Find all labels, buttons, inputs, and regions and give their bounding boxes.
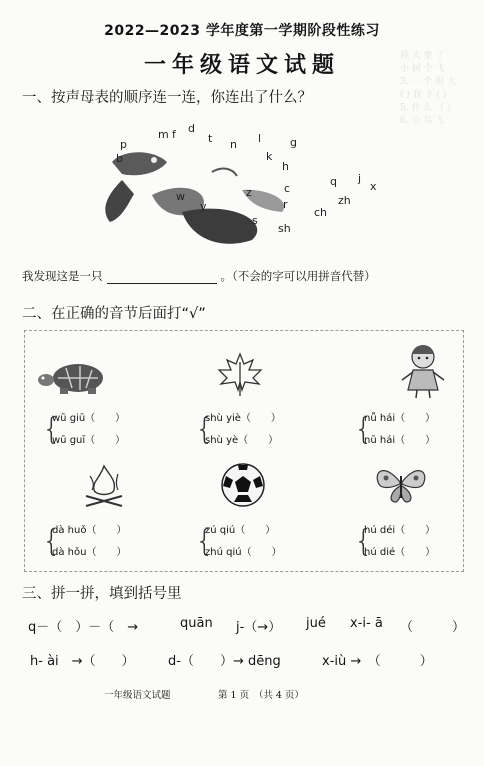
ghost-line: 5. 什 么 （ ） (400, 103, 457, 113)
pinyin-option[interactable]: zhú qiú（ ） (205, 547, 282, 558)
letter: r (283, 198, 288, 211)
ghost-line: 我 大 象 了 (400, 51, 445, 61)
pinyin-option[interactable]: wū giū（ ） (52, 413, 126, 424)
letter: sh (278, 222, 291, 235)
letter: p (120, 138, 127, 151)
ghost-line: 3. 一 个 很 大 (400, 77, 457, 87)
letter: zh (338, 194, 351, 207)
option-pair-ball (195, 520, 282, 564)
q3-item: quān (180, 616, 213, 631)
q3-heading: 三、拼一拼，填到括号里 (22, 586, 182, 602)
q1-answer-suffix: 。（不会的字可以用拼音代替） (220, 269, 376, 283)
letter: q (330, 175, 337, 188)
letter: g (290, 136, 297, 149)
brace: { (354, 412, 374, 447)
page-number: 第 1 页 （共 4 页） (218, 690, 304, 701)
letter: ch (314, 206, 328, 219)
letter: w (176, 190, 185, 203)
pinyin-option[interactable]: zú qiú（ ） (205, 525, 276, 536)
pinyin-option[interactable]: nū hái（ ） (364, 435, 436, 446)
q3-item[interactable]: d-（ ）→ dēng (168, 654, 281, 669)
pinyin-option[interactable]: shù yiè（ ） (205, 413, 281, 424)
q3-item[interactable]: j-（→） (236, 620, 282, 635)
option-pair-fire (42, 520, 127, 564)
letter: d (188, 122, 195, 135)
option-pair-turtle (42, 408, 126, 452)
letter: t (208, 132, 213, 145)
letter: h (282, 160, 289, 173)
q3-item[interactable]: h- ài →（ ） (30, 654, 135, 669)
exam-subtitle: 2022—2023 学年度第一学期阶段性练习 (104, 23, 380, 39)
brace: { (42, 412, 62, 447)
q3-item: jué (306, 616, 326, 631)
pinyin-option[interactable]: dà huǒ（ ） (52, 525, 127, 536)
butterfly-image (370, 462, 432, 506)
q3-item[interactable]: q－（ ）－（ → (28, 620, 139, 635)
ghost-line: ( ) 我 下 ( ) (400, 90, 447, 100)
letter: b (116, 152, 123, 165)
soccer-ball-image (220, 462, 266, 508)
option-pair-leaf (195, 408, 281, 452)
option-pair-butterfly (354, 520, 436, 564)
fish-connect-dots-illustration (92, 140, 342, 255)
q3-answer-blank[interactable]: （ ） (400, 620, 466, 635)
maple-leaf-image (215, 352, 265, 398)
letter: z (246, 186, 252, 199)
letter: x (370, 180, 377, 193)
letter: k (266, 150, 273, 163)
option-pair-girl (354, 408, 436, 452)
exam-title: 一年级语文试题 (143, 53, 340, 78)
pinyin-option[interactable]: hú déi（ ） (364, 525, 436, 536)
q2-heading: 二、在正确的音节后面打“√” (22, 306, 206, 322)
letter: s (252, 214, 258, 227)
q3-item: x-i- ā (350, 616, 383, 631)
q1-answer-blank[interactable] (107, 271, 217, 284)
letter: n (230, 138, 237, 151)
letter: c (284, 182, 291, 195)
brace: { (195, 524, 215, 559)
q1-answer-line (22, 268, 376, 284)
brace: { (42, 524, 62, 559)
girl-image (400, 342, 446, 400)
letter: f (172, 128, 176, 141)
brace: { (354, 524, 374, 559)
pinyin-option[interactable]: hú dié（ ） (364, 547, 436, 558)
pinyin-option[interactable]: wū guī（ ） (52, 435, 126, 446)
turtle-image (36, 358, 114, 398)
letter: y (200, 200, 207, 213)
brace: { (195, 412, 215, 447)
ghost-line: 6. 小 鸟 飞 (400, 116, 445, 126)
q1-answer-prefix: 我发现这是一只 (22, 269, 103, 283)
pinyin-option[interactable]: nǚ hái（ ） (364, 413, 436, 424)
ghost-line: 小 树 个 飞 (400, 64, 445, 74)
letter: j (358, 172, 362, 185)
pinyin-option[interactable]: dà hǒu（ ） (52, 547, 127, 558)
pinyin-option[interactable]: shù yè（ ） (205, 435, 279, 446)
footer-title: 一年级语文试题 (104, 690, 171, 701)
letter: m (158, 128, 169, 141)
q1-heading: 一、按声母表的顺序连一连，你连出了什么？ (22, 90, 312, 106)
campfire-image (80, 462, 128, 510)
q3-item[interactable]: x-iù → （ ） (322, 654, 433, 669)
letter: l (258, 132, 262, 145)
